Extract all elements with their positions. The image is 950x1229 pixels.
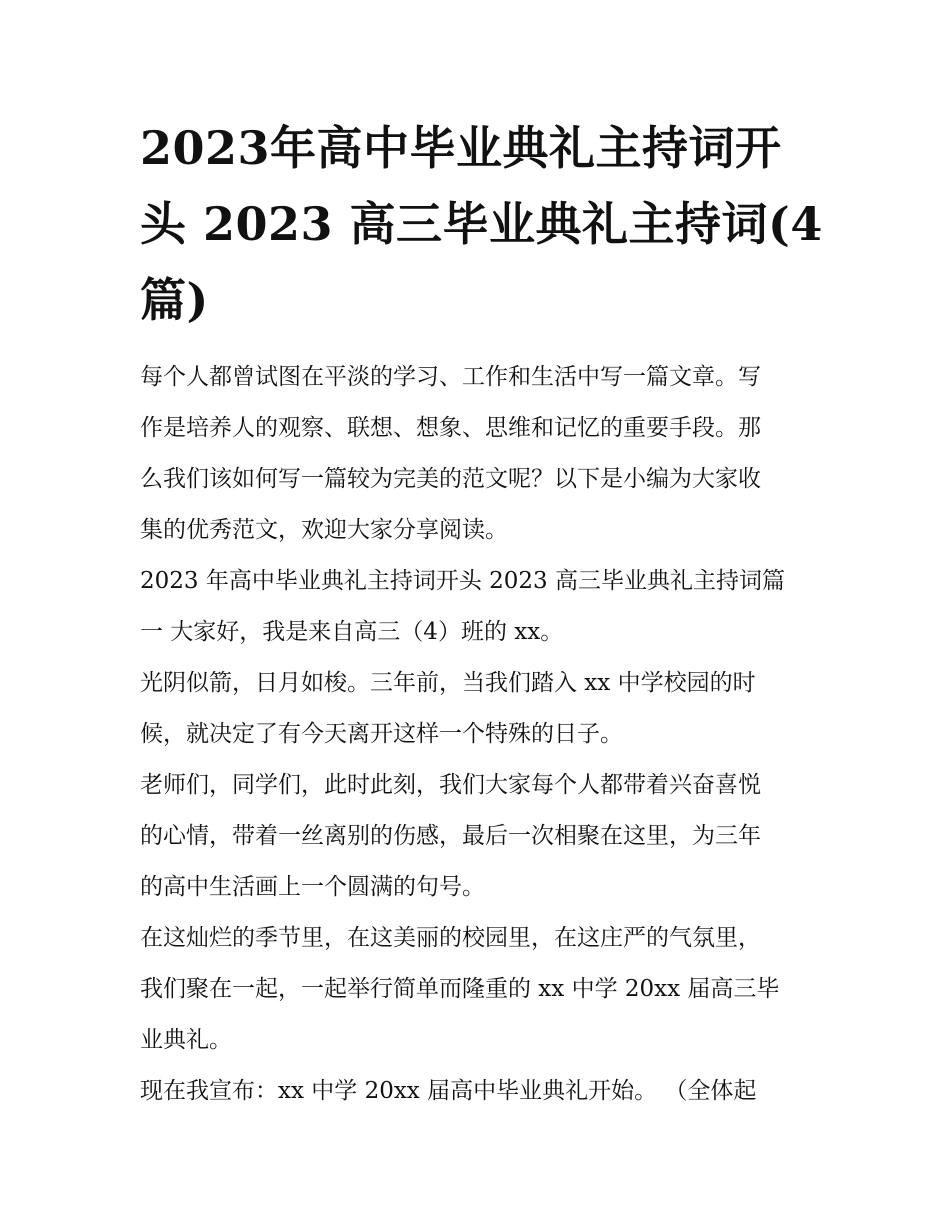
text-line: 集的优秀范文，欢迎大家分享阅读。 xyxy=(140,517,508,543)
body-paragraph xyxy=(140,556,820,658)
document-title xyxy=(140,110,823,338)
body-paragraph xyxy=(140,658,820,760)
text-line: 光阴似箭，日月如梭。三年前，当我们踏入 xx 中学校园的时 xyxy=(140,670,756,696)
title-line: 头 2023 高三毕业典礼主持词(4 xyxy=(140,197,823,251)
title-line: 篇) xyxy=(140,273,209,327)
text-line: 候，就决定了有今天离开这样一个特殊的日子。 xyxy=(140,721,623,747)
text-line: 的心情，带着一丝离别的伤感，最后一次相聚在这里，为三年 xyxy=(140,823,761,849)
text-line: 在这灿烂的季节里，在这美丽的校园里，在这庄严的气氛里， xyxy=(140,925,761,951)
text-line: 每个人都曾试图在平淡的学习、工作和生活中写一篇文章。写 xyxy=(140,364,761,390)
document-content xyxy=(140,110,823,1117)
text-line: 作是培养人的观察、联想、想象、思维和记忆的重要手段。那 xyxy=(140,415,761,441)
text-line: 现在我宣布：xx 中学 20xx 届高中毕业典礼开始。 （全体起 xyxy=(140,1078,757,1104)
body-paragraph xyxy=(140,1066,820,1117)
text-line: 的高中生活画上一个圆满的句号。 xyxy=(140,874,485,900)
text-line: 老师们，同学们，此时此刻，我们大家每个人都带着兴奋喜悦 xyxy=(140,772,761,798)
text-line: 2023 年高中毕业典礼主持词开头 2023 高三毕业典礼主持词篇 xyxy=(140,568,785,594)
body-paragraph xyxy=(140,913,820,1066)
text-line: 业典礼。 xyxy=(140,1027,232,1053)
text-line: 么我们该如何写一篇较为完美的范文呢？以下是小编为大家收 xyxy=(140,466,761,492)
intro-paragraph xyxy=(140,352,820,556)
text-line: 我们聚在一起，一起举行简单而隆重的 xx 中学 20xx 届高三毕 xyxy=(140,976,780,1002)
text-line: 一 大家好，我是来自高三（4）班的 xx。 xyxy=(140,619,564,645)
title-line: 2023年高中毕业典礼主持词开 xyxy=(140,121,782,175)
body-paragraph xyxy=(140,760,820,913)
document-body xyxy=(140,352,820,1117)
